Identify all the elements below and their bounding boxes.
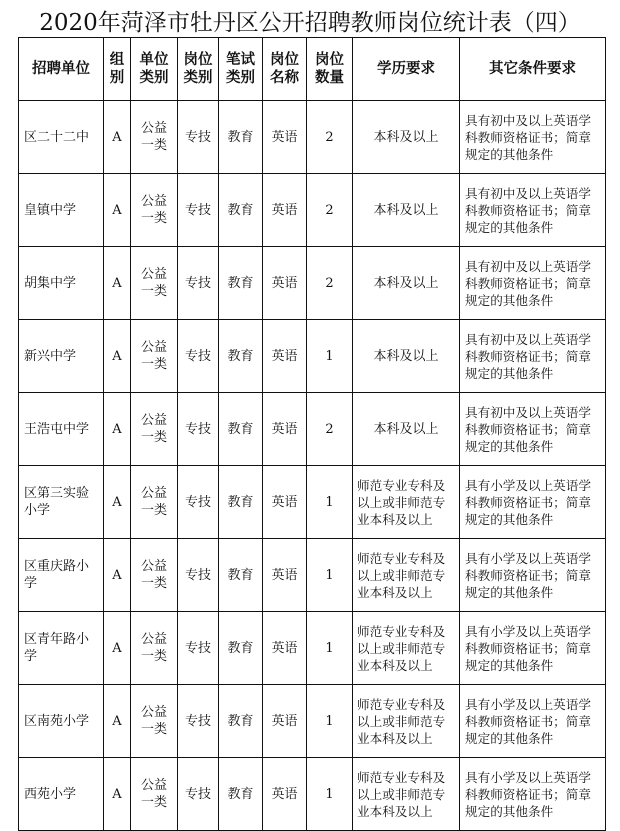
group-cell: A — [104, 539, 131, 612]
unit-type-cell: 公益一类 — [131, 612, 178, 685]
other-requirements-cell: 具有小学及以上英语学科教师资格证书；简章规定的其他条件 — [460, 685, 606, 758]
header-unit-type: 单位类别 — [131, 38, 178, 101]
other-requirements-cell: 具有小学及以上英语学科教师资格证书；简章规定的其他条件 — [460, 539, 606, 612]
exam-type-cell: 教育 — [219, 393, 263, 466]
header-unit: 招聘单位 — [19, 38, 104, 101]
header-exam-type: 笔试类别 — [219, 38, 263, 101]
post-type-cell: 专技 — [178, 758, 219, 831]
unit-cell: 区第三实验小学 — [19, 466, 104, 539]
unit-type-cell: 公益一类 — [131, 101, 178, 174]
exam-type-cell: 教育 — [219, 174, 263, 247]
count-cell: 2 — [307, 101, 353, 174]
post-type-cell: 专技 — [178, 539, 219, 612]
other-requirements-cell: 具有初中及以上英语学科教师资格证书；简章规定的其他条件 — [460, 247, 606, 320]
unit-type-cell: 公益一类 — [131, 174, 178, 247]
education-cell: 师范专业专科及以上或非师范专业本科及以上 — [353, 685, 460, 758]
recruitment-table — [18, 37, 606, 831]
count-cell: 1 — [307, 320, 353, 393]
post-name-cell: 英语 — [263, 247, 307, 320]
table-row — [19, 247, 606, 320]
unit-type-cell: 公益一类 — [131, 539, 178, 612]
header-row — [19, 38, 606, 101]
post-name-cell: 英语 — [263, 320, 307, 393]
header-group: 组别 — [104, 38, 131, 101]
header-post-type: 岗位类别 — [178, 38, 219, 101]
education-cell: 本科及以上 — [353, 393, 460, 466]
post-name-cell: 英语 — [263, 174, 307, 247]
group-cell: A — [104, 466, 131, 539]
header-education: 学历要求 — [353, 38, 460, 101]
unit-type-cell: 公益一类 — [131, 758, 178, 831]
unit-cell: 区青年路小学 — [19, 612, 104, 685]
table-row — [19, 174, 606, 247]
unit-cell: 王浩屯中学 — [19, 393, 104, 466]
other-requirements-cell: 具有初中及以上英语学科教师资格证书；简章规定的其他条件 — [460, 101, 606, 174]
count-cell: 2 — [307, 393, 353, 466]
post-type-cell: 专技 — [178, 612, 219, 685]
other-requirements-cell: 具有小学及以上英语学科教师资格证书；简章规定的其他条件 — [460, 466, 606, 539]
post-type-cell: 专技 — [178, 247, 219, 320]
group-cell: A — [104, 685, 131, 758]
other-requirements-cell: 具有小学及以上英语学科教师资格证书；简章规定的其他条件 — [460, 758, 606, 831]
education-cell: 师范专业专科及以上或非师范专业本科及以上 — [353, 758, 460, 831]
unit-type-cell: 公益一类 — [131, 393, 178, 466]
header-post-name: 岗位名称 — [263, 38, 307, 101]
count-cell: 1 — [307, 685, 353, 758]
unit-cell: 区二十二中 — [19, 101, 104, 174]
table-row — [19, 612, 606, 685]
exam-type-cell: 教育 — [219, 101, 263, 174]
education-cell: 本科及以上 — [353, 174, 460, 247]
table-row — [19, 758, 606, 831]
group-cell: A — [104, 612, 131, 685]
post-name-cell: 英语 — [263, 101, 307, 174]
other-requirements-cell: 具有初中及以上英语学科教师资格证书；简章规定的其他条件 — [460, 320, 606, 393]
unit-cell: 皇镇中学 — [19, 174, 104, 247]
table-row — [19, 393, 606, 466]
exam-type-cell: 教育 — [219, 612, 263, 685]
unit-cell: 新兴中学 — [19, 320, 104, 393]
group-cell: A — [104, 174, 131, 247]
post-type-cell: 专技 — [178, 393, 219, 466]
table-row — [19, 101, 606, 174]
group-cell: A — [104, 320, 131, 393]
count-cell: 1 — [307, 758, 353, 831]
unit-type-cell: 公益一类 — [131, 685, 178, 758]
table-row — [19, 320, 606, 393]
post-name-cell: 英语 — [263, 758, 307, 831]
group-cell: A — [104, 101, 131, 174]
education-cell: 本科及以上 — [353, 247, 460, 320]
table-row — [19, 466, 606, 539]
post-type-cell: 专技 — [178, 466, 219, 539]
other-requirements-cell: 具有小学及以上英语学科教师资格证书；简章规定的其他条件 — [460, 612, 606, 685]
count-cell: 2 — [307, 174, 353, 247]
table-row — [19, 685, 606, 758]
count-cell: 1 — [307, 466, 353, 539]
unit-type-cell: 公益一类 — [131, 320, 178, 393]
exam-type-cell: 教育 — [219, 758, 263, 831]
unit-cell: 胡集中学 — [19, 247, 104, 320]
post-type-cell: 专技 — [178, 320, 219, 393]
unit-cell: 区南苑小学 — [19, 685, 104, 758]
header-other: 其它条件要求 — [460, 38, 606, 101]
count-cell: 2 — [307, 247, 353, 320]
education-cell: 师范专业专科及以上或非师范专业本科及以上 — [353, 466, 460, 539]
unit-cell: 西苑小学 — [19, 758, 104, 831]
unit-type-cell: 公益一类 — [131, 247, 178, 320]
unit-type-cell: 公益一类 — [131, 466, 178, 539]
exam-type-cell: 教育 — [219, 320, 263, 393]
post-name-cell: 英语 — [263, 685, 307, 758]
table-row — [19, 539, 606, 612]
post-type-cell: 专技 — [178, 101, 219, 174]
post-name-cell: 英语 — [263, 393, 307, 466]
exam-type-cell: 教育 — [219, 539, 263, 612]
page-title: 2020年菏泽市牡丹区公开招聘教师岗位统计表（四） — [39, 10, 581, 36]
group-cell: A — [104, 393, 131, 466]
unit-cell: 区重庆路小学 — [19, 539, 104, 612]
other-requirements-cell: 具有初中及以上英语学科教师资格证书；简章规定的其他条件 — [460, 393, 606, 466]
count-cell: 1 — [307, 539, 353, 612]
post-name-cell: 英语 — [263, 612, 307, 685]
post-name-cell: 英语 — [263, 466, 307, 539]
education-cell: 师范专业专科及以上或非师范专业本科及以上 — [353, 539, 460, 612]
education-cell: 师范专业专科及以上或非师范专业本科及以上 — [353, 612, 460, 685]
group-cell: A — [104, 758, 131, 831]
exam-type-cell: 教育 — [219, 685, 263, 758]
post-type-cell: 专技 — [178, 174, 219, 247]
exam-type-cell: 教育 — [219, 466, 263, 539]
group-cell: A — [104, 247, 131, 320]
header-count: 岗位数量 — [307, 38, 353, 101]
education-cell: 本科及以上 — [353, 320, 460, 393]
other-requirements-cell: 具有初中及以上英语学科教师资格证书；简章规定的其他条件 — [460, 174, 606, 247]
post-name-cell: 英语 — [263, 539, 307, 612]
count-cell: 1 — [307, 612, 353, 685]
post-type-cell: 专技 — [178, 685, 219, 758]
exam-type-cell: 教育 — [219, 247, 263, 320]
education-cell: 本科及以上 — [353, 101, 460, 174]
